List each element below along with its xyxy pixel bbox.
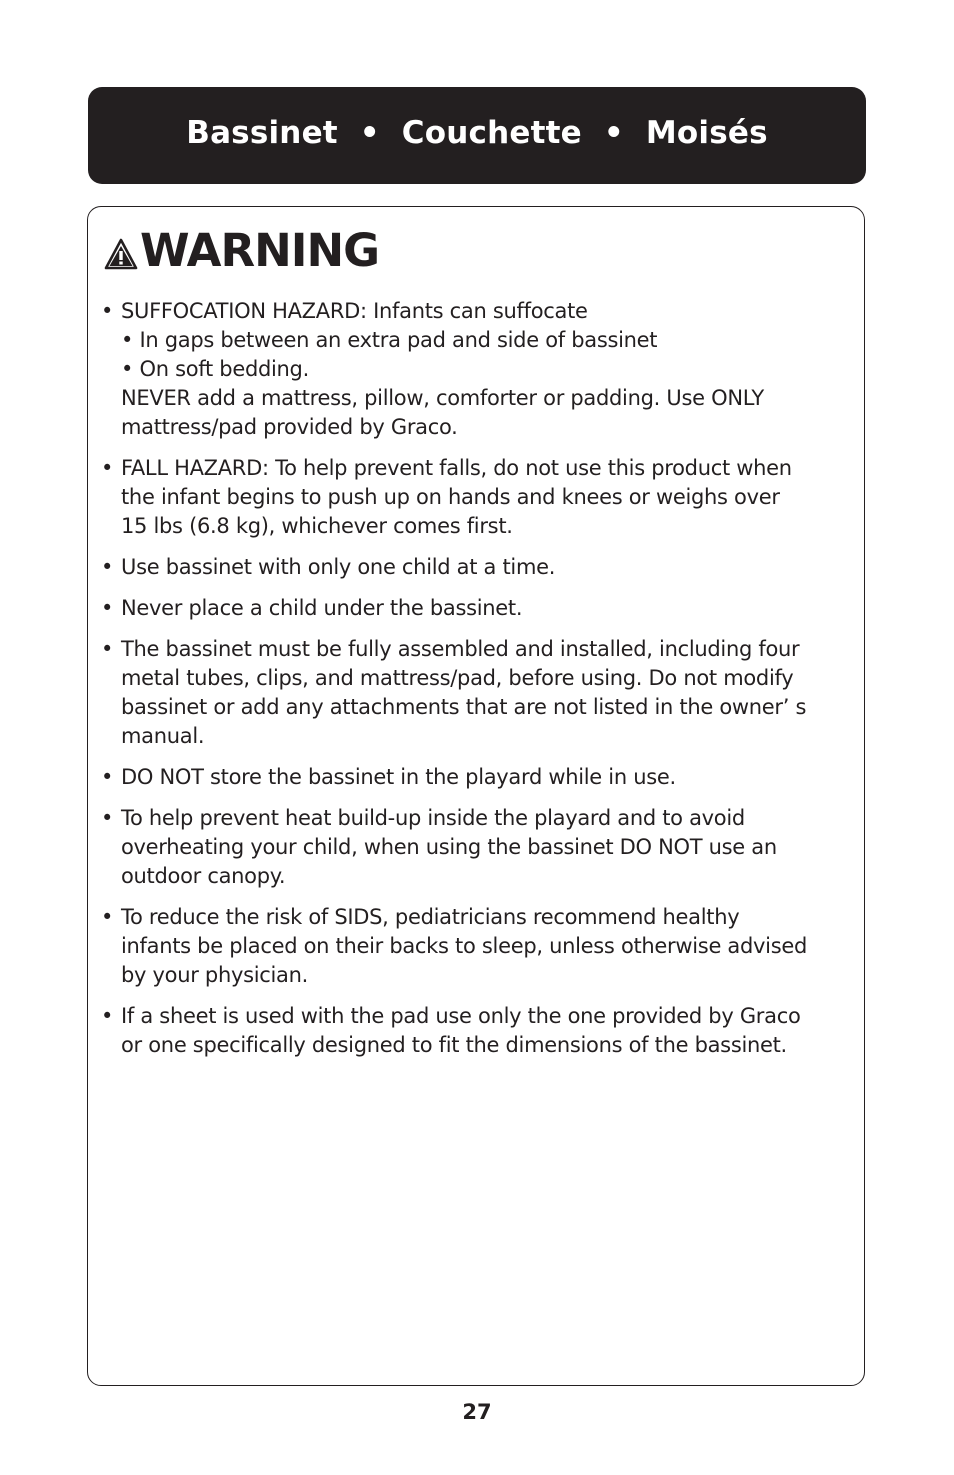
- warning-item-line: metal tubes, clips, and mattress/pad, before using. Do not modify: [121, 666, 794, 690]
- warning-item-line: infants be placed on their backs to sleep, unless otherwise advised: [121, 934, 807, 958]
- warning-item: [101, 553, 853, 582]
- warning-item-line: To reduce the risk of SIDS, pediatricians recommend healthy: [121, 905, 740, 929]
- warning-item-line: mattress/pad provided by Graco.: [121, 415, 458, 439]
- warning-title: WARNING: [140, 224, 380, 277]
- bullet-marker: •: [101, 555, 114, 579]
- warning-item: [101, 635, 853, 751]
- warning-item-line: manual.: [121, 724, 205, 748]
- warning-triangle-icon: [104, 237, 138, 271]
- warning-item-line: Use bassinet with only one child at a time.: [121, 555, 556, 579]
- warning-item-line: overheating your child, when using the bassinet DO NOT use an: [121, 835, 777, 859]
- warning-item-line: SUFFOCATION HAZARD: Infants can suffocate: [121, 299, 588, 323]
- section-header-bar: [88, 87, 866, 184]
- warning-box: [87, 206, 865, 1386]
- warning-item: [101, 903, 853, 990]
- bullet-marker: •: [101, 1004, 114, 1028]
- warning-item-line: The bassinet must be fully assembled and installed, including four: [121, 637, 800, 661]
- warning-item: [101, 804, 853, 891]
- warning-item-line: by your physician.: [121, 963, 309, 987]
- warning-item-line: To help prevent heat build-up inside the playard and to avoid: [121, 806, 745, 830]
- page-number: 27: [462, 1400, 492, 1424]
- warning-item: [101, 1002, 853, 1060]
- warning-item: [101, 297, 853, 442]
- warning-item-line: DO NOT store the bassinet in the playard while in use.: [121, 765, 676, 789]
- warning-item-line: Never place a child under the bassinet.: [121, 596, 523, 620]
- warning-item-line: If a sheet is used with the pad use only the one provided by Graco: [121, 1004, 801, 1028]
- warning-item: [101, 594, 853, 623]
- warning-item: [101, 763, 853, 792]
- warning-item: [101, 454, 853, 541]
- bullet-marker: •: [101, 765, 114, 789]
- warning-list: [101, 297, 853, 1072]
- warning-heading: [104, 225, 379, 277]
- warning-item-line: the infant begins to push up on hands and knees or weighs over: [121, 485, 780, 509]
- bullet-marker: •: [101, 637, 114, 661]
- section-title: Bassinet • Couchette • Moisés: [186, 114, 768, 151]
- bullet-marker: •: [101, 596, 114, 620]
- warning-item-line: • On soft bedding.: [121, 357, 309, 381]
- warning-item-line: FALL HAZARD: To help prevent falls, do not use this product when: [121, 456, 792, 480]
- warning-item-line: NEVER add a mattress, pillow, comforter or padding. Use ONLY: [121, 386, 764, 410]
- warning-item-line: or one specifically designed to fit the dimensions of the bassinet.: [121, 1033, 787, 1057]
- warning-item-line: outdoor canopy.: [121, 864, 286, 888]
- bullet-marker: •: [101, 299, 114, 323]
- warning-item-line: • In gaps between an extra pad and side of bassinet: [121, 328, 658, 352]
- warning-item-line: 15 lbs (6.8 kg), whichever comes first.: [121, 514, 513, 538]
- warning-item-line: bassinet or add any attachments that are not listed in the owner’ s: [121, 695, 807, 719]
- bullet-marker: •: [101, 456, 114, 480]
- bullet-marker: •: [101, 905, 114, 929]
- bullet-marker: •: [101, 806, 114, 830]
